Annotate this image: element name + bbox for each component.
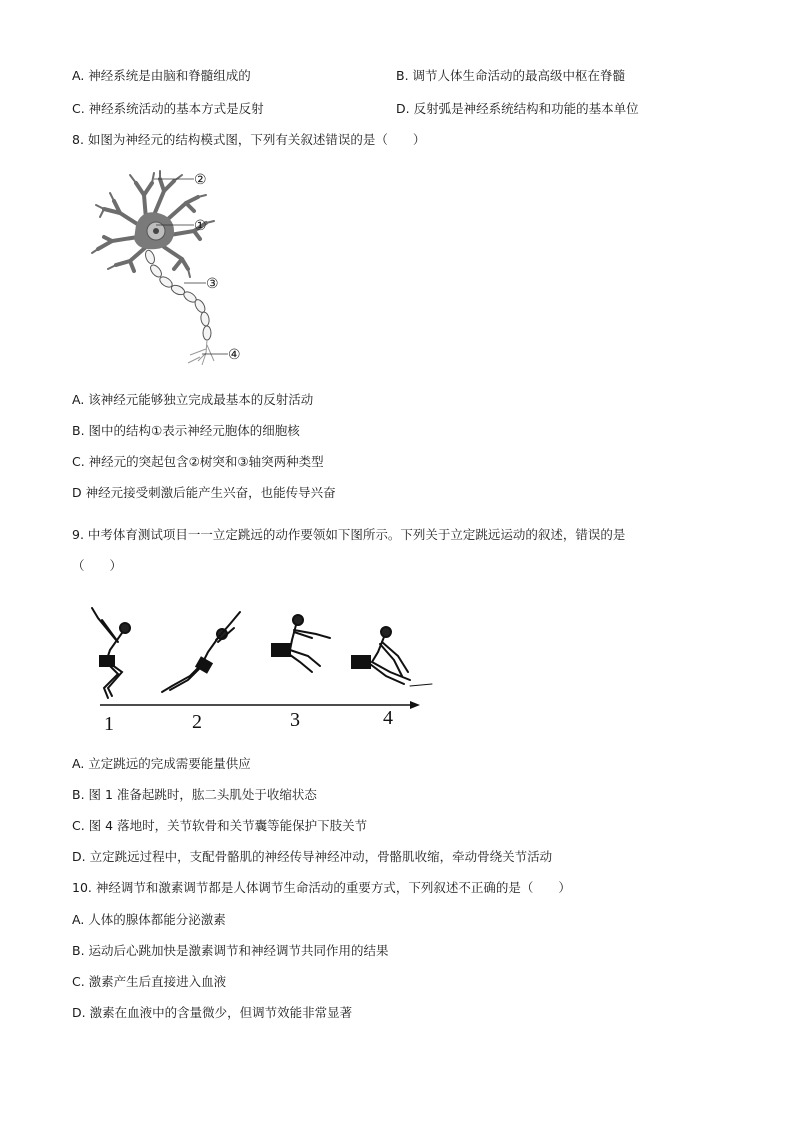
q8-option-b: B. 图中的结构①表示神经元胞体的细胞核 (72, 423, 300, 438)
q9-option-b: B. 图 1 准备起跳时，肱二头肌处于收缩状态 (72, 787, 317, 802)
neuron-diagram (90, 165, 260, 370)
figure-label-2: 2 (192, 711, 202, 733)
jump-pose-2 (162, 612, 240, 692)
q8-option-d: D 神经元接受刺激后能产生兴奋，也能传导兴奋 (72, 485, 336, 500)
jump-pose-3 (272, 615, 330, 672)
q8-option-c: C. 神经元的突起包含②树突和③轴突两种类型 (72, 454, 324, 469)
q8-option-a: A. 该神经元能够独立完成最基本的反射活动 (72, 392, 314, 407)
q10-option-c: C. 激素产生后直接进入血液 (72, 974, 227, 989)
figure-label-3: 3 (290, 709, 300, 731)
figure-label-1: 1 (104, 713, 114, 735)
q7-option-c: C. 神经系统活动的基本方式是反射 (72, 101, 264, 116)
q9-option-d: D. 立定跳远过程中，支配骨骼肌的神经传导神经冲动，骨骼肌收缩，牵动骨绕关节活动 (72, 849, 553, 864)
neuron-label-dendrite: ② (194, 173, 207, 188)
q8-stem: 8. 如图为神经元的结构模式图，下列有关叙述错误的是（ ） (72, 132, 426, 147)
neuron-label-terminal: ④ (228, 348, 241, 363)
q9-stem: 9. 中考体育测试项目一一立定跳远的动作要领如下图所示。下列关于立定跳远运动的叙述，错误的是 (72, 527, 626, 542)
q10-stem: 10. 神经调节和激素调节都是人体调节生命活动的重要方式，下列叙述不正确的是（ ） (72, 880, 571, 895)
figure-label-4: 4 (383, 707, 393, 729)
q9-option-c: C. 图 4 落地时，关节软骨和关节囊等能保护下肢关节 (72, 818, 368, 833)
q10-option-d: D. 激素在血液中的含量微少，但调节效能非常显著 (72, 1005, 353, 1020)
jump-pose-4 (352, 627, 432, 686)
q10-option-b: B. 运动后心跳加快是激素调节和神经调节共同作用的结果 (72, 943, 389, 958)
jump-pose-1 (92, 608, 130, 698)
q9-stem-continued: （ ） (72, 558, 123, 573)
q10-option-a: A. 人体的腺体都能分泌激素 (72, 912, 226, 927)
standing-long-jump-figure (80, 600, 440, 735)
q7-option-a: A. 神经系统是由脑和脊髓组成的 (72, 68, 251, 83)
q7-option-d: D. 反射弧是神经系统结构和功能的基本单位 (396, 101, 639, 116)
neuron-label-nucleus: ① (194, 219, 207, 234)
neuron-label-axon: ③ (206, 277, 219, 292)
q9-option-a: A. 立定跳远的完成需要能量供应 (72, 756, 251, 771)
q7-option-b: B. 调节人体生命活动的最高级中枢在脊髓 (396, 68, 626, 83)
